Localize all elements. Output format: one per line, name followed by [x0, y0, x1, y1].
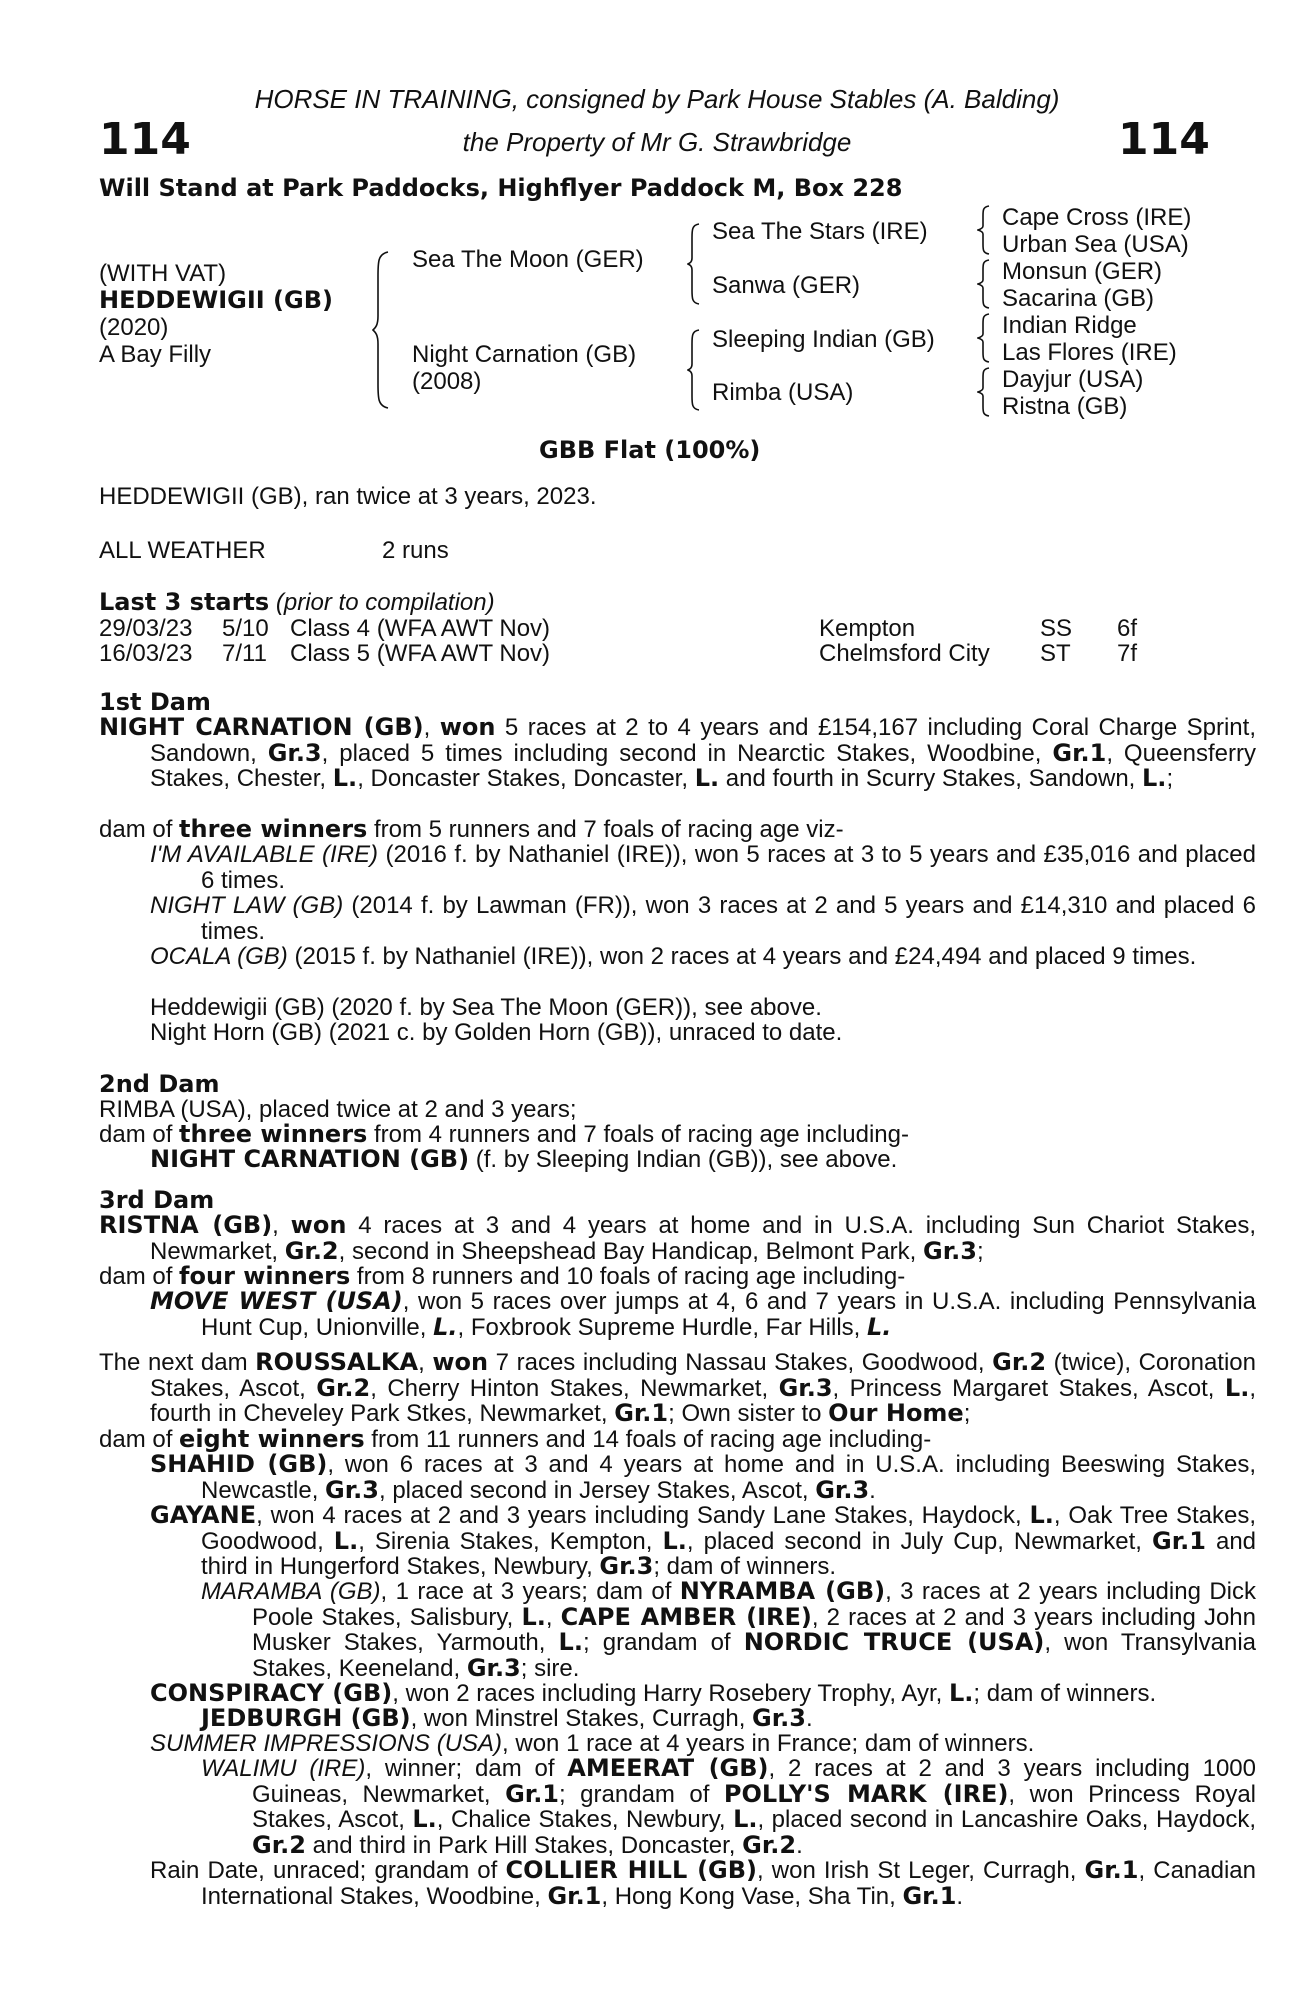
text-run: , Foxbrook Supreme Hurdle, Far Hills,	[457, 1313, 868, 1341]
lot-number-right: 114	[1118, 114, 1210, 165]
listed-label: L.	[1142, 764, 1167, 792]
produce-shahid	[150, 1452, 1256, 1503]
text-run: , 1 race at 3 years; dam of	[380, 1578, 680, 1605]
produce-conspiracy	[150, 1681, 1205, 1707]
won-label: won	[432, 1348, 489, 1376]
grade-label: Gr.1	[547, 1881, 602, 1910]
horse-year: (2020)	[99, 314, 169, 341]
third-dam-name: RISTNA (GB)	[99, 1211, 273, 1239]
grade-label: Gr.3	[778, 1373, 833, 1402]
start-row-1-pos: 5/10	[222, 615, 269, 642]
text-run: and third in Hungerford Stakes, Newbury,	[201, 1527, 1257, 1580]
produce-item	[150, 842, 1256, 893]
produce-name: POLLY'S MARK (IRE)	[723, 1779, 1009, 1808]
start-row-1-race: Class 4 (WFA AWT Nov)	[290, 615, 551, 642]
produce-maramba	[201, 1579, 1256, 1681]
winners-count: three winners	[179, 1120, 368, 1148]
produce-name: CAPE AMBER (IRE)	[560, 1602, 812, 1631]
text-run: .	[869, 1476, 876, 1504]
produce-summer-impressions	[150, 1731, 1205, 1757]
pedigree-brace-sire	[687, 222, 701, 306]
winners-count: four winners	[179, 1262, 351, 1290]
pedigree-g4-2: Urban Sea (USA)	[1002, 231, 1189, 258]
start-row-2-pos: 7/11	[222, 640, 267, 667]
text-run: from 5 runners and 7 foals of racing age viz-	[367, 816, 844, 843]
stand-location: Will Stand at Park Paddocks, Highflyer Paddock M, Box 228	[99, 174, 903, 202]
text-run: 7 races including Nassau Stakes, Goodwood,	[488, 1349, 993, 1376]
sister-name: Our Home	[828, 1399, 964, 1427]
text-run: , placed second in Jersey Stakes, Ascot,	[378, 1476, 816, 1504]
consignor-line: HORSE IN TRAINING, consigned by Park House Stables (A. Balding)	[254, 84, 1060, 114]
pedigree-brace-g3-4	[977, 366, 991, 418]
first-dam-name: NIGHT CARNATION (GB)	[99, 713, 424, 741]
pedigree-dam: Night Carnation (GB)	[412, 341, 637, 368]
text-run: dam of	[99, 1426, 180, 1453]
text-run: , second in Sheepshead Bay Handicap, Belmont Park,	[338, 1237, 923, 1265]
text-run: ; sire.	[520, 1654, 580, 1682]
text-run: , won Irish St Leger, Curragh,	[757, 1857, 1085, 1884]
pedigree-sire-sire: Sea The Stars (IRE)	[712, 218, 928, 245]
produce-text: (2015 f. by Nathaniel (IRE)), won 2 races at 4 years and £24,494 and placed 9 times.	[287, 943, 1197, 970]
pedigree-g4-7: Dayjur (USA)	[1002, 366, 1144, 393]
first-dam-heading: 1st Dam	[99, 688, 211, 716]
text-run: , won 1 race at 4 years in France; dam of winners.	[502, 1730, 1035, 1757]
produce-text: Night Horn (GB) (2021 c. by Golden Horn (GB)), unraced to date.	[150, 1019, 843, 1046]
text-run: , Princess Margaret Stakes, Ascot,	[832, 1374, 1225, 1402]
text-run: ,	[545, 1603, 561, 1631]
produce-name: JEDBURGH (GB)	[201, 1704, 411, 1732]
pedigree-brace-g3-2	[977, 258, 991, 310]
text-run: ;	[963, 1400, 971, 1427]
text-run: , won Princess Royal Stakes, Ascot,	[252, 1780, 1256, 1833]
vat-note: (WITH VAT)	[99, 260, 227, 287]
text-run: , Sirenia Stakes, Kempton,	[358, 1527, 663, 1555]
next-dam-dam-of	[99, 1427, 1205, 1453]
listed-label: L.	[558, 1628, 583, 1656]
pedigree-brace-dam	[687, 328, 701, 412]
third-dam-heading: 3rd Dam	[99, 1186, 215, 1214]
listed-label: L.	[662, 1526, 687, 1555]
produce-name: GAYANE	[150, 1501, 257, 1529]
grade-label: Gr.1	[902, 1881, 957, 1910]
grade-label: Gr.2	[742, 1830, 797, 1859]
text-run: , Oak Tree Stakes, Goodwood,	[201, 1502, 1257, 1555]
listed-label: L.	[733, 1805, 758, 1833]
produce-text: Heddewigii (GB) (2020 f. by Sea The Moon (GER)), see above.	[150, 994, 822, 1021]
gbb-rating: GBB Flat (100%)	[539, 436, 761, 464]
next-dam-record: The next dam ROUSSALKA, won 7 races including Nassau Stakes, Goodwood, Gr.2 (twice), Coronation Stakes, Ascot, Gr.2, Cherry Hinton Stakes, Newmarket, Gr.3, Princess Margaret Stakes, Ascot, L., fourth in Cheveley Park Stkes, Newmarket, Gr.1; Own sister to Our Home;	[99, 1348, 1256, 1427]
text-run: ; grandam of	[559, 1780, 724, 1808]
text-run: , Doncaster Stakes, Doncaster,	[357, 765, 695, 792]
pedigree-g4-4: Sacarina (GB)	[1002, 285, 1155, 312]
grade-label: Gr.2	[316, 1373, 371, 1402]
pedigree-sire-dam: Sanwa (GER)	[712, 272, 861, 299]
grade-label: Gr.1	[614, 1399, 669, 1427]
next-dam-name: ROUSSALKA	[255, 1348, 419, 1376]
text-run: Rain Date, unraced; grandam of	[150, 1857, 506, 1884]
text-run: .	[956, 1882, 964, 1910]
pedigree-g4-8: Ristna (GB)	[1002, 393, 1128, 420]
text-run: ; grandam of	[582, 1629, 744, 1656]
text-run: from 4 runners and 7 foals of racing age including-	[367, 1121, 909, 1148]
produce-name: I'M AVAILABLE (IRE)	[150, 841, 379, 868]
grade-label: Gr.2	[992, 1348, 1047, 1376]
won-label: won	[290, 1211, 347, 1239]
all-weather-label: ALL WEATHER	[99, 537, 266, 564]
listed-label: L.	[412, 1805, 437, 1833]
produce-name: WALIMU (IRE)	[201, 1755, 366, 1782]
text-run: , 3 races at 2 years including Dick Poole Stakes, Salisbury,	[252, 1578, 1256, 1631]
start-row-1-dist: 6f	[1117, 615, 1138, 642]
text-run: dam of	[99, 1263, 180, 1290]
text-run: 4 races at 3 and 4 years at home and in U.S.A. including Sun Chariot Stakes, Newmarket,	[150, 1212, 1256, 1265]
produce-gayane	[150, 1503, 1256, 1580]
listed-label: L.	[332, 764, 358, 792]
lot-number-left: 114	[99, 114, 191, 165]
first-dam-dam-of	[99, 817, 1205, 843]
grade-label: Gr.1	[505, 1779, 560, 1808]
text-run: , winner; dam of	[365, 1755, 568, 1782]
text-run: dam of	[99, 1121, 180, 1148]
pedigree-dam-sire: Sleeping Indian (GB)	[712, 326, 935, 353]
text-run: , won Transylvania Stakes, Keeneland,	[252, 1629, 1256, 1682]
produce-jedburgh	[201, 1706, 1205, 1732]
grade-label: Gr.3	[752, 1704, 806, 1732]
third-dam-dam-of	[99, 1264, 1205, 1290]
listed-label: L.	[867, 1312, 892, 1341]
text-run: ; dam of winners.	[973, 1680, 1157, 1707]
listed-label: L.	[333, 1526, 359, 1555]
listed-label: L.	[521, 1602, 546, 1631]
produce-name: MOVE WEST (USA)	[150, 1287, 403, 1315]
winners-count: three winners	[179, 815, 368, 843]
text-run: , won 4 races at 2 and 3 years including Sandy Lane Stakes, Haydock,	[256, 1502, 1030, 1529]
text-run: , Queensferry Stakes, Chester,	[150, 739, 1256, 792]
text-run: , won 2 races including Harry Rosebery Trophy, Ayr,	[392, 1680, 949, 1707]
text-run: , Cherry Hinton Stakes, Newmarket,	[370, 1374, 779, 1402]
race-summary: HEDDEWIGII (GB), ran twice at 3 years, 2023.	[99, 483, 597, 510]
start-row-2-going: ST	[1040, 640, 1071, 667]
all-weather-value: 2 runs	[382, 537, 449, 564]
grade-label: Gr.3	[466, 1653, 521, 1682]
pedigree-dam-dam: Rimba (USA)	[712, 379, 854, 406]
produce-name: NIGHT LAW (GB)	[150, 892, 344, 919]
text-run: 5 races at 2 to 4 years and £154,167 including Coral Charge Sprint, Sandown,	[150, 714, 1256, 767]
grade-label: Gr.1	[1152, 1526, 1206, 1555]
produce-name: NYRAMBA (GB)	[679, 1577, 886, 1605]
pedigree-g4-6: Las Flores (IRE)	[1002, 339, 1177, 366]
start-row-1-date: 29/03/23	[99, 615, 193, 642]
produce-item	[150, 1020, 1205, 1046]
text-run: The next dam	[99, 1349, 256, 1376]
text-run: ;	[1166, 765, 1174, 792]
produce-text: (2016 f. by Nathaniel (IRE)), won 5 races at 3 to 5 years and £35,016 and placed 6 times.	[201, 841, 1256, 894]
start-row-2-date: 16/03/23	[99, 640, 193, 667]
produce-name: MARAMBA (GB)	[201, 1578, 381, 1605]
produce-name: SUMMER IMPRESSIONS (USA)	[150, 1730, 503, 1757]
text-run: and fourth in Scurry Stakes, Sandown,	[719, 765, 1143, 792]
text-run: , 2 races at 2 and 3 years including John Musker Stakes, Yarmouth,	[252, 1603, 1257, 1656]
produce-name: AMEERAT (GB)	[567, 1754, 769, 1782]
grade-label: Gr.2	[284, 1236, 339, 1265]
pedigree-brace-g3-3	[977, 312, 991, 364]
text-run: , 2 races at 2 and 3 years including 1000 Guineas, Newmarket,	[252, 1755, 1256, 1808]
produce-name: OCALA (GB)	[150, 943, 288, 970]
grade-label: Gr.2	[252, 1830, 306, 1859]
text-run: from 11 runners and 14 foals of racing age including-	[364, 1426, 932, 1453]
produce-rain-date	[150, 1858, 1256, 1909]
pedigree-g4-1: Cape Cross (IRE)	[1002, 204, 1192, 231]
text-run: , Canadian International Stakes, Woodbine,	[201, 1857, 1256, 1910]
produce-text: (2014 f. by Lawman (FR)), won 3 races at 2 and 5 years and £14,310 and placed 6 times.	[201, 892, 1257, 945]
pedigree-sire: Sea The Moon (GER)	[412, 246, 644, 273]
last-starts-title: Last 3 starts	[99, 588, 270, 616]
pedigree-g4-5: Indian Ridge	[1002, 312, 1137, 339]
second-dam-heading: 2nd Dam	[99, 1070, 220, 1098]
produce-item	[150, 893, 1256, 944]
text-run: , placed 5 times including second in Nearctic Stakes, Woodbine,	[321, 739, 1053, 767]
pedigree-dam-year: (2008)	[412, 368, 482, 395]
listed-label: L.	[433, 1312, 458, 1341]
text-run: , won Minstrel Stakes, Curragh,	[410, 1705, 753, 1732]
produce-name: NORDIC TRUCE (USA)	[743, 1628, 1045, 1656]
horse-name: HEDDEWIGII (GB)	[99, 286, 333, 314]
text-run: , won 5 races over jumps at 4, 6 and 7 years in U.S.A. including Pennsylvania Hunt Cup, Unionville,	[201, 1288, 1257, 1341]
text-run: (twice), Coronation Stakes, Ascot,	[150, 1349, 1256, 1402]
start-row-2-race: Class 5 (WFA AWT Nov)	[290, 640, 551, 667]
start-row-1-course: Kempton	[819, 615, 916, 642]
last-starts-heading	[99, 590, 495, 616]
first-dam-record: NIGHT CARNATION (GB), won 5 races at 2 to 4 years and £154,167 including Coral Charge Sprint, Sandown, Gr.3, placed 5 times including second in Nearctic Stakes, Woodbine, Gr.1, Queensferry Stakes, Chester, L., Doncaster Stakes, Doncaster, L. and fourth in Scurry Stakes, Sandown, L.;	[99, 713, 1256, 792]
third-dam-record: RISTNA (GB), won 4 races at 3 and 4 years at home and in U.S.A. including Sun Chariot Stakes, Newmarket, Gr.2, second in Sheepshead Bay Handicap, Belmont Park, Gr.3;	[99, 1211, 1256, 1265]
text-run: ;	[976, 1237, 984, 1265]
text-run: and third in Park Hill Stakes, Doncaster,	[305, 1831, 743, 1859]
produce-item	[150, 995, 1205, 1021]
text-run: , fourth in Cheveley Park Stkes, Newmarket,	[150, 1374, 1256, 1427]
property-line: the Property of Mr G. Strawbridge	[462, 127, 852, 157]
produce-text: (f. by Sleeping Indian (GB)), see above.	[469, 1146, 898, 1173]
text-run: .	[805, 1705, 813, 1732]
grade-label: Gr.3	[815, 1475, 870, 1504]
produce-item	[150, 1147, 1205, 1173]
text-run: , Chalice Stakes, Newbury,	[436, 1806, 734, 1833]
text-run: .	[796, 1831, 803, 1859]
text-run: , placed second in Lancashire Oaks, Haydock,	[757, 1806, 1256, 1833]
last-starts-note: (prior to compilation)	[275, 589, 495, 616]
grade-label: Gr.3	[267, 738, 322, 767]
grade-label: Gr.3	[599, 1552, 654, 1580]
pedigree-g4-3: Monsun (GER)	[1002, 258, 1163, 285]
start-row-1-going: SS	[1040, 615, 1073, 642]
second-dam-dam-of	[99, 1122, 1205, 1148]
grade-label: Gr.1	[1052, 738, 1107, 767]
text-run: , won 6 races at 3 and 4 years at home and in U.S.A. including Beeswing Stakes, Newcastle,	[201, 1451, 1257, 1504]
pedigree-brace-g3-1	[977, 204, 991, 256]
produce-item	[150, 1289, 1256, 1340]
grade-label: Gr.3	[325, 1475, 379, 1504]
start-row-2-dist: 7f	[1117, 640, 1138, 667]
text-run: ; dam of winners.	[653, 1553, 837, 1580]
first-dam-won: won	[439, 713, 496, 741]
listed-label: L.	[1029, 1501, 1054, 1529]
text-run: ; Own sister to	[668, 1400, 829, 1427]
text-run: , Hong Kong Vase, Sha Tin,	[601, 1882, 903, 1910]
produce-name: CONSPIRACY (GB)	[150, 1679, 393, 1707]
produce-name: NIGHT CARNATION (GB)	[150, 1145, 470, 1173]
produce-name: SHAHID (GB)	[150, 1450, 328, 1478]
winners-count: eight winners	[179, 1425, 365, 1453]
listed-label: L.	[1224, 1373, 1250, 1402]
text-run: dam of	[99, 816, 180, 843]
second-dam-record: RIMBA (USA), placed twice at 2 and 3 years;	[99, 1096, 577, 1123]
grade-label: Gr.3	[923, 1236, 977, 1265]
produce-item	[150, 944, 1256, 970]
start-row-2-course: Chelmsford City	[819, 640, 990, 667]
listed-label: L.	[694, 764, 720, 792]
listed-label: L.	[948, 1679, 974, 1707]
horse-description: A Bay Filly	[99, 341, 212, 368]
produce-name: COLLIER HILL (GB)	[505, 1856, 757, 1884]
grade-label: Gr.1	[1084, 1856, 1139, 1884]
text-run: , placed second in July Cup, Newmarket,	[686, 1527, 1152, 1555]
pedigree-brace-main	[372, 250, 392, 410]
produce-walimu	[201, 1756, 1256, 1858]
text-run: from 8 runners and 10 foals of racing age including-	[350, 1263, 906, 1290]
